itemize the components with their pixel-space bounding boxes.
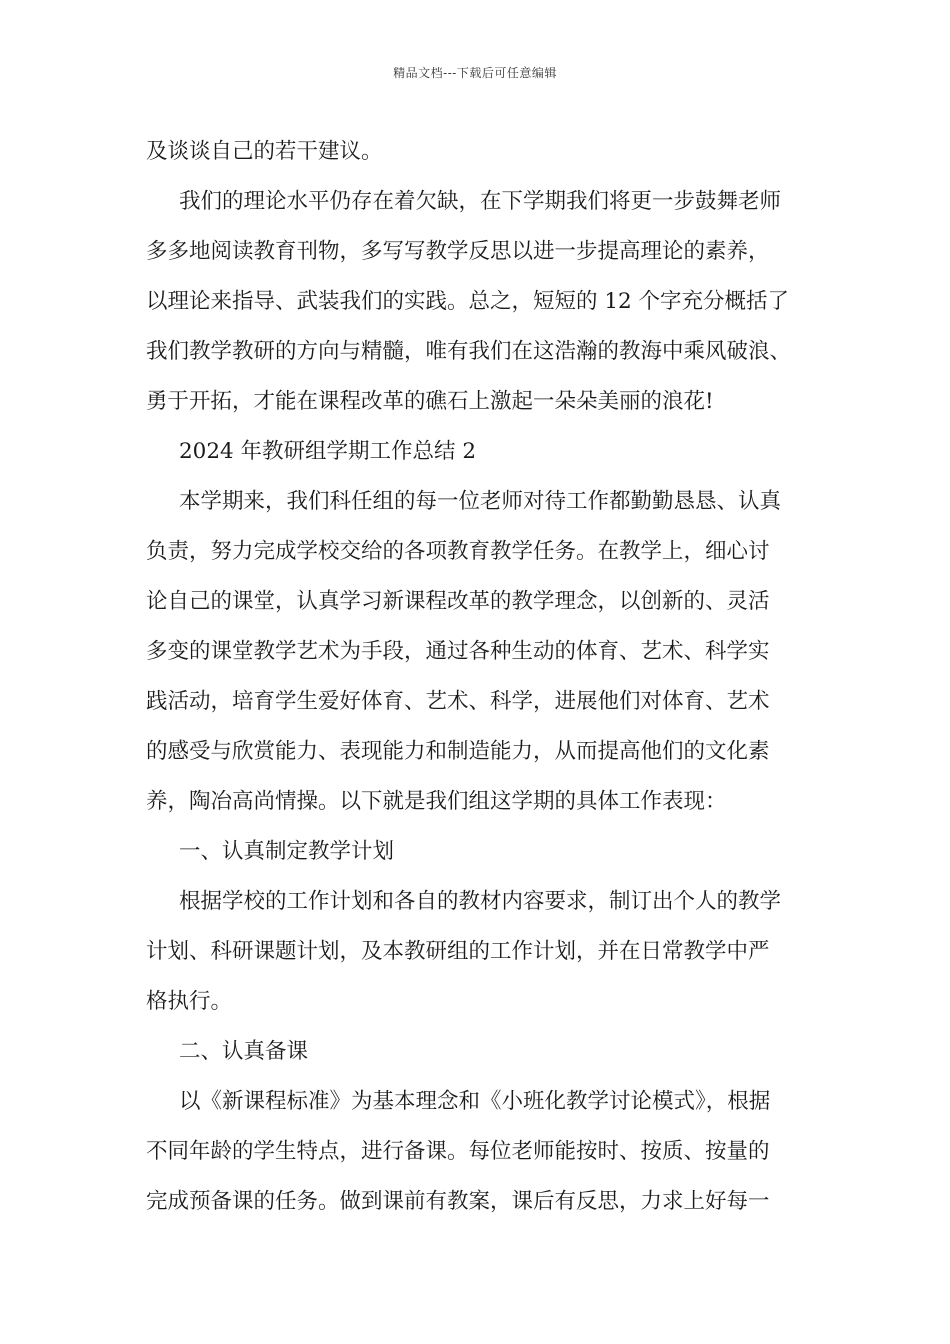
text-line: 践活动，培育学生爱好体育、艺术、科学，进展他们对体育、艺术 — [146, 689, 770, 714]
text-line: 以理论来指导、武装我们的实践。总之，短短的 12 个字充分概括了 — [146, 289, 790, 314]
text-line: 多多地阅读教育刊物，多写写教学反思以进一步提高理论的素养， — [146, 239, 770, 264]
text-line: 完成预备课的任务。做到课前有教案，课后有反思，力求上好每一 — [146, 1189, 770, 1214]
text-line: 勇于开拓，才能在课程改革的礁石上激起一朵朵美丽的浪花! — [146, 389, 714, 414]
text-line: 计划、科研课题计划，及本教研组的工作计划，并在日常教学中严 — [146, 939, 770, 964]
text-line: 论自己的课堂，认真学习新课程改革的教学理念，以创新的、灵活 — [146, 589, 770, 614]
subsection-heading: 二、认真备课 — [179, 1039, 309, 1064]
text-line: 不同年龄的学生特点，进行备课。每位老师能按时、按质、按量的 — [146, 1139, 770, 1164]
paragraph-start: 根据学校的工作计划和各自的教材内容要求，制订出个人的教学 — [179, 889, 782, 914]
text-line: 养，陶冶高尚情操。以下就是我们组这学期的具体工作表现： — [146, 789, 727, 814]
text-line: 负责，努力完成学校交给的各项教育教学任务。在教学上，细心讨 — [146, 539, 770, 564]
paragraph-start: 以《新课程标准》为基本理念和《小班化教学讨论模式》，根据 — [179, 1089, 771, 1114]
paragraph-start: 本学期来，我们科任组的每一位老师对待工作都勤勤恳恳、认真 — [179, 489, 782, 514]
text-line: 我们教学教研的方向与精髓，唯有我们在这浩瀚的教海中乘风破浪、 — [146, 339, 792, 364]
paragraph-start: 我们的理论水平仍存在着欠缺，在下学期我们将更一步鼓舞老师 — [179, 189, 782, 214]
text-line: 的感受与欣赏能力、表现能力和制造能力，从而提高他们的文化素 — [146, 739, 770, 764]
document-body — [146, 127, 816, 1227]
text-line: 多变的课堂教学艺术为手段，通过各种生动的体育、艺术、科学实 — [146, 639, 770, 664]
subsection-heading: 一、认真制定教学计划 — [179, 839, 395, 864]
text-line: 格执行。 — [146, 989, 233, 1014]
page-header: 精品文档---下载后可任意编辑 — [393, 66, 557, 80]
section-title: 2024 年教研组学期工作总结 2 — [179, 439, 477, 464]
text-line: 及谈谈自己的若干建议。 — [146, 139, 383, 164]
